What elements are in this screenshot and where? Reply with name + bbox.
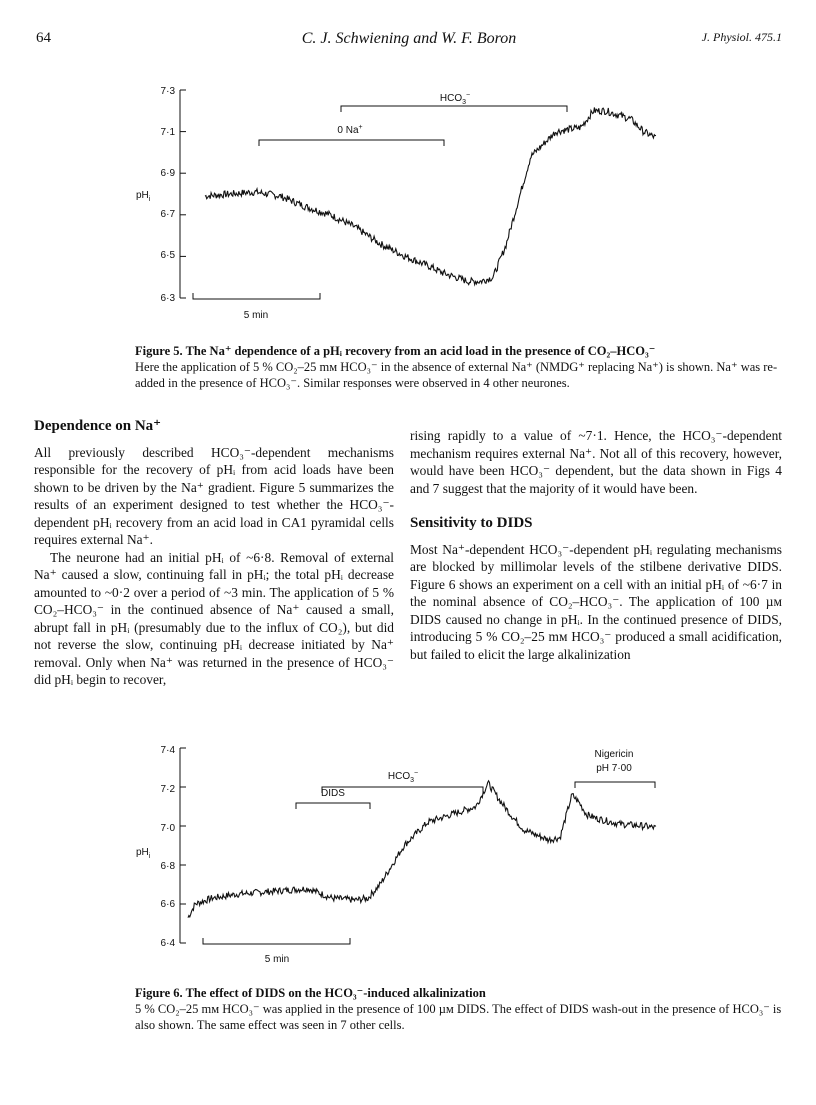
fig6-tick-label: 6·4	[160, 938, 175, 949]
page-number: 64	[36, 30, 51, 46]
section-heading-na: Dependence on Na⁺	[34, 418, 162, 434]
fig5-annotation-hco3	[341, 92, 567, 112]
section-heading-dids: Sensitivity to DIDS	[410, 515, 533, 531]
figure-6-caption-title: Figure 6. The effect of DIDS on the HCO₃⁻-induced alkalinization	[135, 986, 486, 1000]
fig6-y-label: $pH_i$	[136, 847, 151, 860]
figure-5-caption-body: Here the application of 5 % CO₂–25 mᴍ HCO₃⁻ in the absence of external Na⁺ (NMDG⁺ replacing Na⁺) is shown. Na⁺ was re-added in the presence of HCO₃⁻. Similar responses were observed in 4 other neurones.	[135, 360, 778, 390]
fig6-annotation-dids	[296, 788, 370, 809]
running-header	[36, 30, 782, 52]
svg-text:0 Na+: 0 Na+	[337, 124, 363, 136]
fig5-tick-label: 6·7	[160, 209, 175, 220]
svg-text:5 min: 5 min	[264, 954, 290, 965]
fig6-tick-label: 7·0	[160, 823, 175, 834]
fig5-tick-label: 6·5	[160, 250, 175, 261]
figure-6-caption-body: 5 % CO₂–25 mᴍ HCO₃⁻ was applied in the presence of 100 µᴍ DIDS. The effect of DIDS wash-out in the presence of HCO₃⁻ is also shown. The same effect was seen in 7 other cells.	[135, 1002, 782, 1032]
fig5-tick-label: 7·3	[160, 86, 175, 97]
paragraph: All previously described HCO₃⁻-dependent mechanisms responsible for the recovery of pHᵢ from acid loads have been shown to be driven by the Na⁺ gradient. Figure 5 summarizes the results of an experiment designed to test whether the HCO₃⁻-dependent pHᵢ recovery from an acid load in CA1 pyramidal cells requires external Na⁺.	[34, 444, 394, 547]
fig6-scale-bar	[203, 938, 350, 965]
fig5-tick-label: 6·3	[160, 293, 175, 304]
fig6-tick-label: 6·6	[160, 899, 175, 910]
fig6-y-axis	[136, 745, 186, 949]
paragraph: rising rapidly to a value of ~7·1. Hence, the HCO₃⁻-dependent mechanism requires external Na⁺. Not all of this recovery, however, would have been HCO₃⁻ dependent, but the data shown in Figs 4 and 7 suggest that the majority of it would have been.	[410, 428, 782, 496]
fig5-y-axis	[136, 86, 186, 304]
running-title: C. J. Schwiening and W. F. Boron	[301, 30, 517, 47]
fig6-tick-label: 7·4	[160, 745, 175, 756]
svg-text:pH 7·00: pH 7·00	[596, 763, 632, 774]
journal-reference: J. Physiol. 475.1	[701, 30, 782, 44]
svg-text:HCO3−: $HCO_3^-$	[439, 92, 471, 106]
svg-text:HCO3−: $HCO_3^-$	[387, 770, 419, 784]
svg-text:5 min: 5 min	[243, 310, 269, 321]
fig5-annotation-na	[259, 124, 444, 146]
fig5-tick-label: 7·1	[160, 127, 175, 138]
fig6-annotation-hco3	[322, 770, 483, 793]
fig5-tick-label: 6·9	[160, 168, 175, 179]
figure-5-caption	[135, 343, 785, 391]
fig6-tick-label: 7·2	[160, 784, 175, 795]
fig6-data-line	[188, 781, 656, 918]
figure-5-caption-title: Figure 5. The Na⁺ dependence of a pHᵢ recovery from an acid load in the presence of CO₂–HCO₃⁻	[135, 344, 656, 358]
fig5-y-label: $pH_i$	[136, 190, 151, 203]
paragraph: The neurone had an initial pHᵢ of ~6·8. Removal of external Na⁺ caused a slow, continuing fall in pHᵢ; the total pHᵢ decrease amounted to ~0·2 over a period of ~3 min. The application of 5 % CO₂–HCO₃⁻ in the continued absence of Na⁺ caused a small, abrupt fall in pHᵢ (presumably due to the influx of CO₂), but did not reverse the slow, continuing pHᵢ decrease initiated by Na⁺ removal. Only when Na⁺ was returned in the presence of HCO₃⁻ did pHᵢ begin to recover,	[34, 549, 394, 687]
svg-text:DIDS: DIDS	[321, 788, 345, 799]
fig5-data-line	[205, 108, 656, 285]
fig6-tick-label: 6·8	[160, 861, 175, 872]
fig6-annotation-nigericin	[575, 749, 655, 788]
right-column	[410, 427, 782, 663]
paragraph: Most Na⁺-dependent HCO₃⁻-dependent pHᵢ regulating mechanisms are blocked by millimolar levels of the stilbene derivative DIDS. Figure 6 shows an experiment on a cell with an initial pHᵢ of ~6·7 in the nominal absence of CO₂–HCO₃⁻. The application of 100 µᴍ DIDS caused no change in pHᵢ. In the continued presence of DIDS, introducing 5 % CO₂–25 mᴍ HCO₃⁻ produced a small acidification, but failed to elicit the large alkalinization	[410, 541, 782, 662]
left-column	[34, 418, 394, 689]
figure-6-chart	[0, 745, 816, 975]
figure-6-caption	[135, 985, 785, 1033]
svg-text:Nigericin: Nigericin	[594, 749, 634, 760]
fig5-scale-bar	[193, 293, 320, 321]
